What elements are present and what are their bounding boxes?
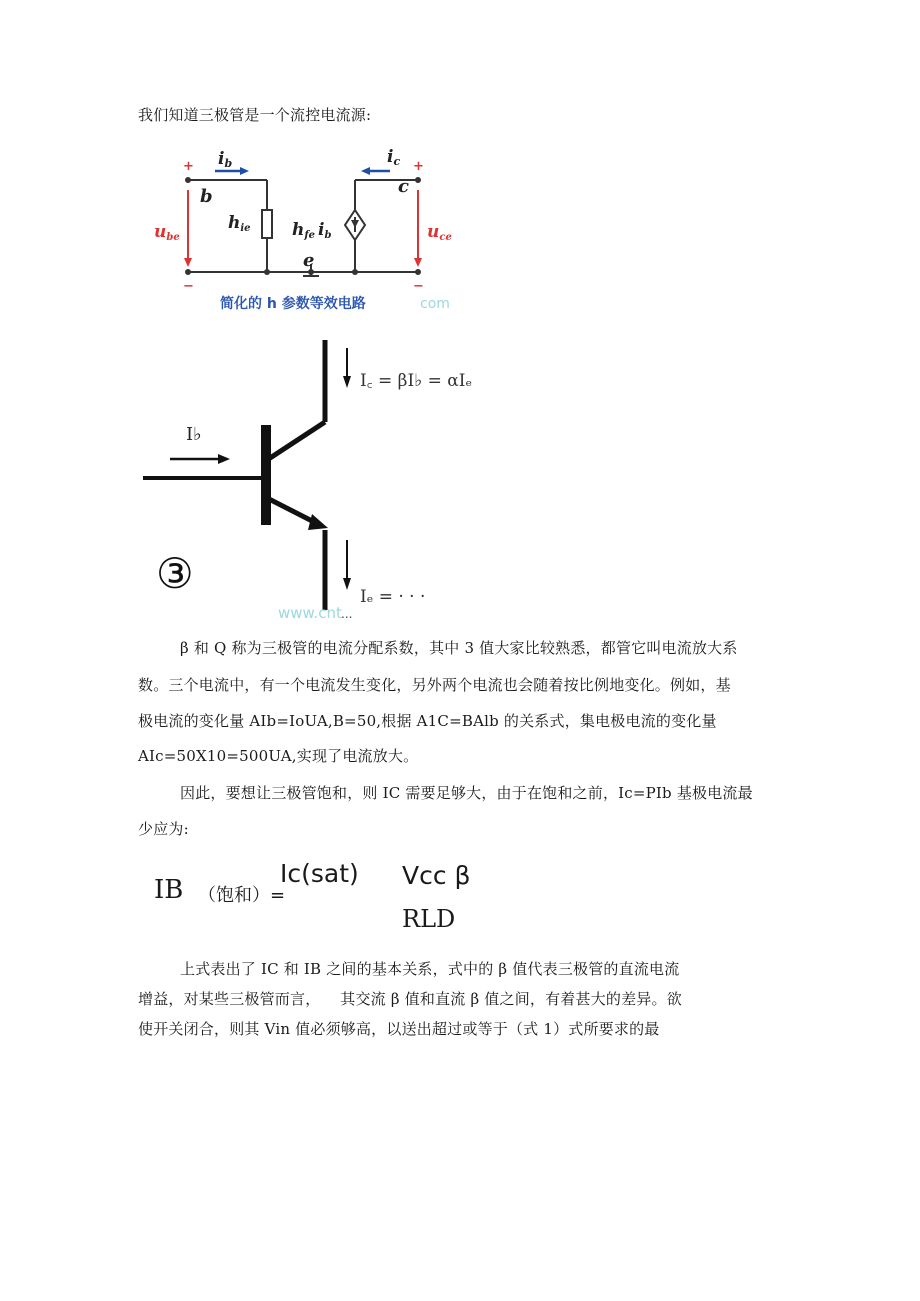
hfe-ib-label: hfe ib [292, 220, 332, 241]
para1-line3: 极电流的变化量 AIb=IoUA,B=50,根据 A1C=BAlb 的关系式，集电极电流的变化量 [138, 712, 717, 730]
minus-left: − [183, 279, 194, 294]
ie-equation: Iₑ = · · · [360, 587, 426, 607]
minus-right: − [413, 279, 424, 294]
node-b-label: b [200, 186, 213, 207]
para1-line1: β 和 Q 称为三极管的电流分配系数，其中 3 值大家比较熟悉，都管它叫电流放大系 [180, 639, 738, 657]
para3-line3: 使开关闭合，则其 Vin 值必须够高，以送出超过或等于（式 1）式所要求的最 [138, 1020, 660, 1038]
formula-rld: RLD [402, 905, 456, 933]
intro-text: 我们知道三极管是一个流控电流源: [138, 106, 372, 124]
para3-line2: 增益，对某些三极管而言， 其交流 β 值和直流 β 值之间，有着甚大的差异。欲 [138, 990, 682, 1008]
uce-label: uce [427, 222, 452, 243]
ic-equation: I꜀ = βI♭ = αIₑ [360, 371, 473, 391]
node-c-dot [415, 177, 421, 183]
plus-left: + [183, 159, 194, 174]
node-b-dot [185, 177, 191, 183]
formula-numerator: Ic(sat) [280, 859, 359, 888]
transistor-current-figure [138, 340, 488, 625]
para1-line4: AIc=50X10=500UA,实现了电流放大。 [138, 747, 419, 765]
formula-paren: （饱和）= [198, 885, 286, 906]
para1-line2: 数。三个电流中，有一个电流发生变化，另外两个电流也会随着按比例地变化。例如，基 [138, 676, 731, 694]
formula-vcc-beta: Vcc β [402, 861, 471, 890]
para2-line2: 少应为: [138, 820, 189, 838]
ube-label: ube [154, 222, 180, 243]
figure1-watermark: com [420, 296, 450, 312]
figure1-caption: 简化的 h 参数等效电路 [220, 296, 366, 312]
node-c-label: c [398, 176, 409, 197]
ic-label: ic [387, 147, 401, 168]
h-parameter-circuit-figure [140, 140, 470, 320]
ib-sat-formula [150, 855, 490, 945]
hie-label: hie [228, 213, 251, 234]
formula-ib: IB [154, 875, 184, 905]
plus-right: + [413, 159, 424, 174]
para3-line1: 上式表出了 IC 和 IB 之间的基本关系，式中的 β 值代表三极管的直流电流 [180, 960, 680, 978]
circled-number: ③ [156, 549, 194, 598]
ib-label-2: I♭ [186, 424, 202, 445]
figure2-watermark: www.cnt [278, 604, 342, 622]
para2-line1: 因此，要想让三极管饱和，则 IC 需要足够大，由于在饱和之前，Ic=PIb 基极电流最 [180, 784, 753, 802]
node-e-label: e [303, 250, 315, 271]
figure2-ellipsis: ... [341, 607, 353, 621]
ib-label: ib [218, 149, 233, 170]
